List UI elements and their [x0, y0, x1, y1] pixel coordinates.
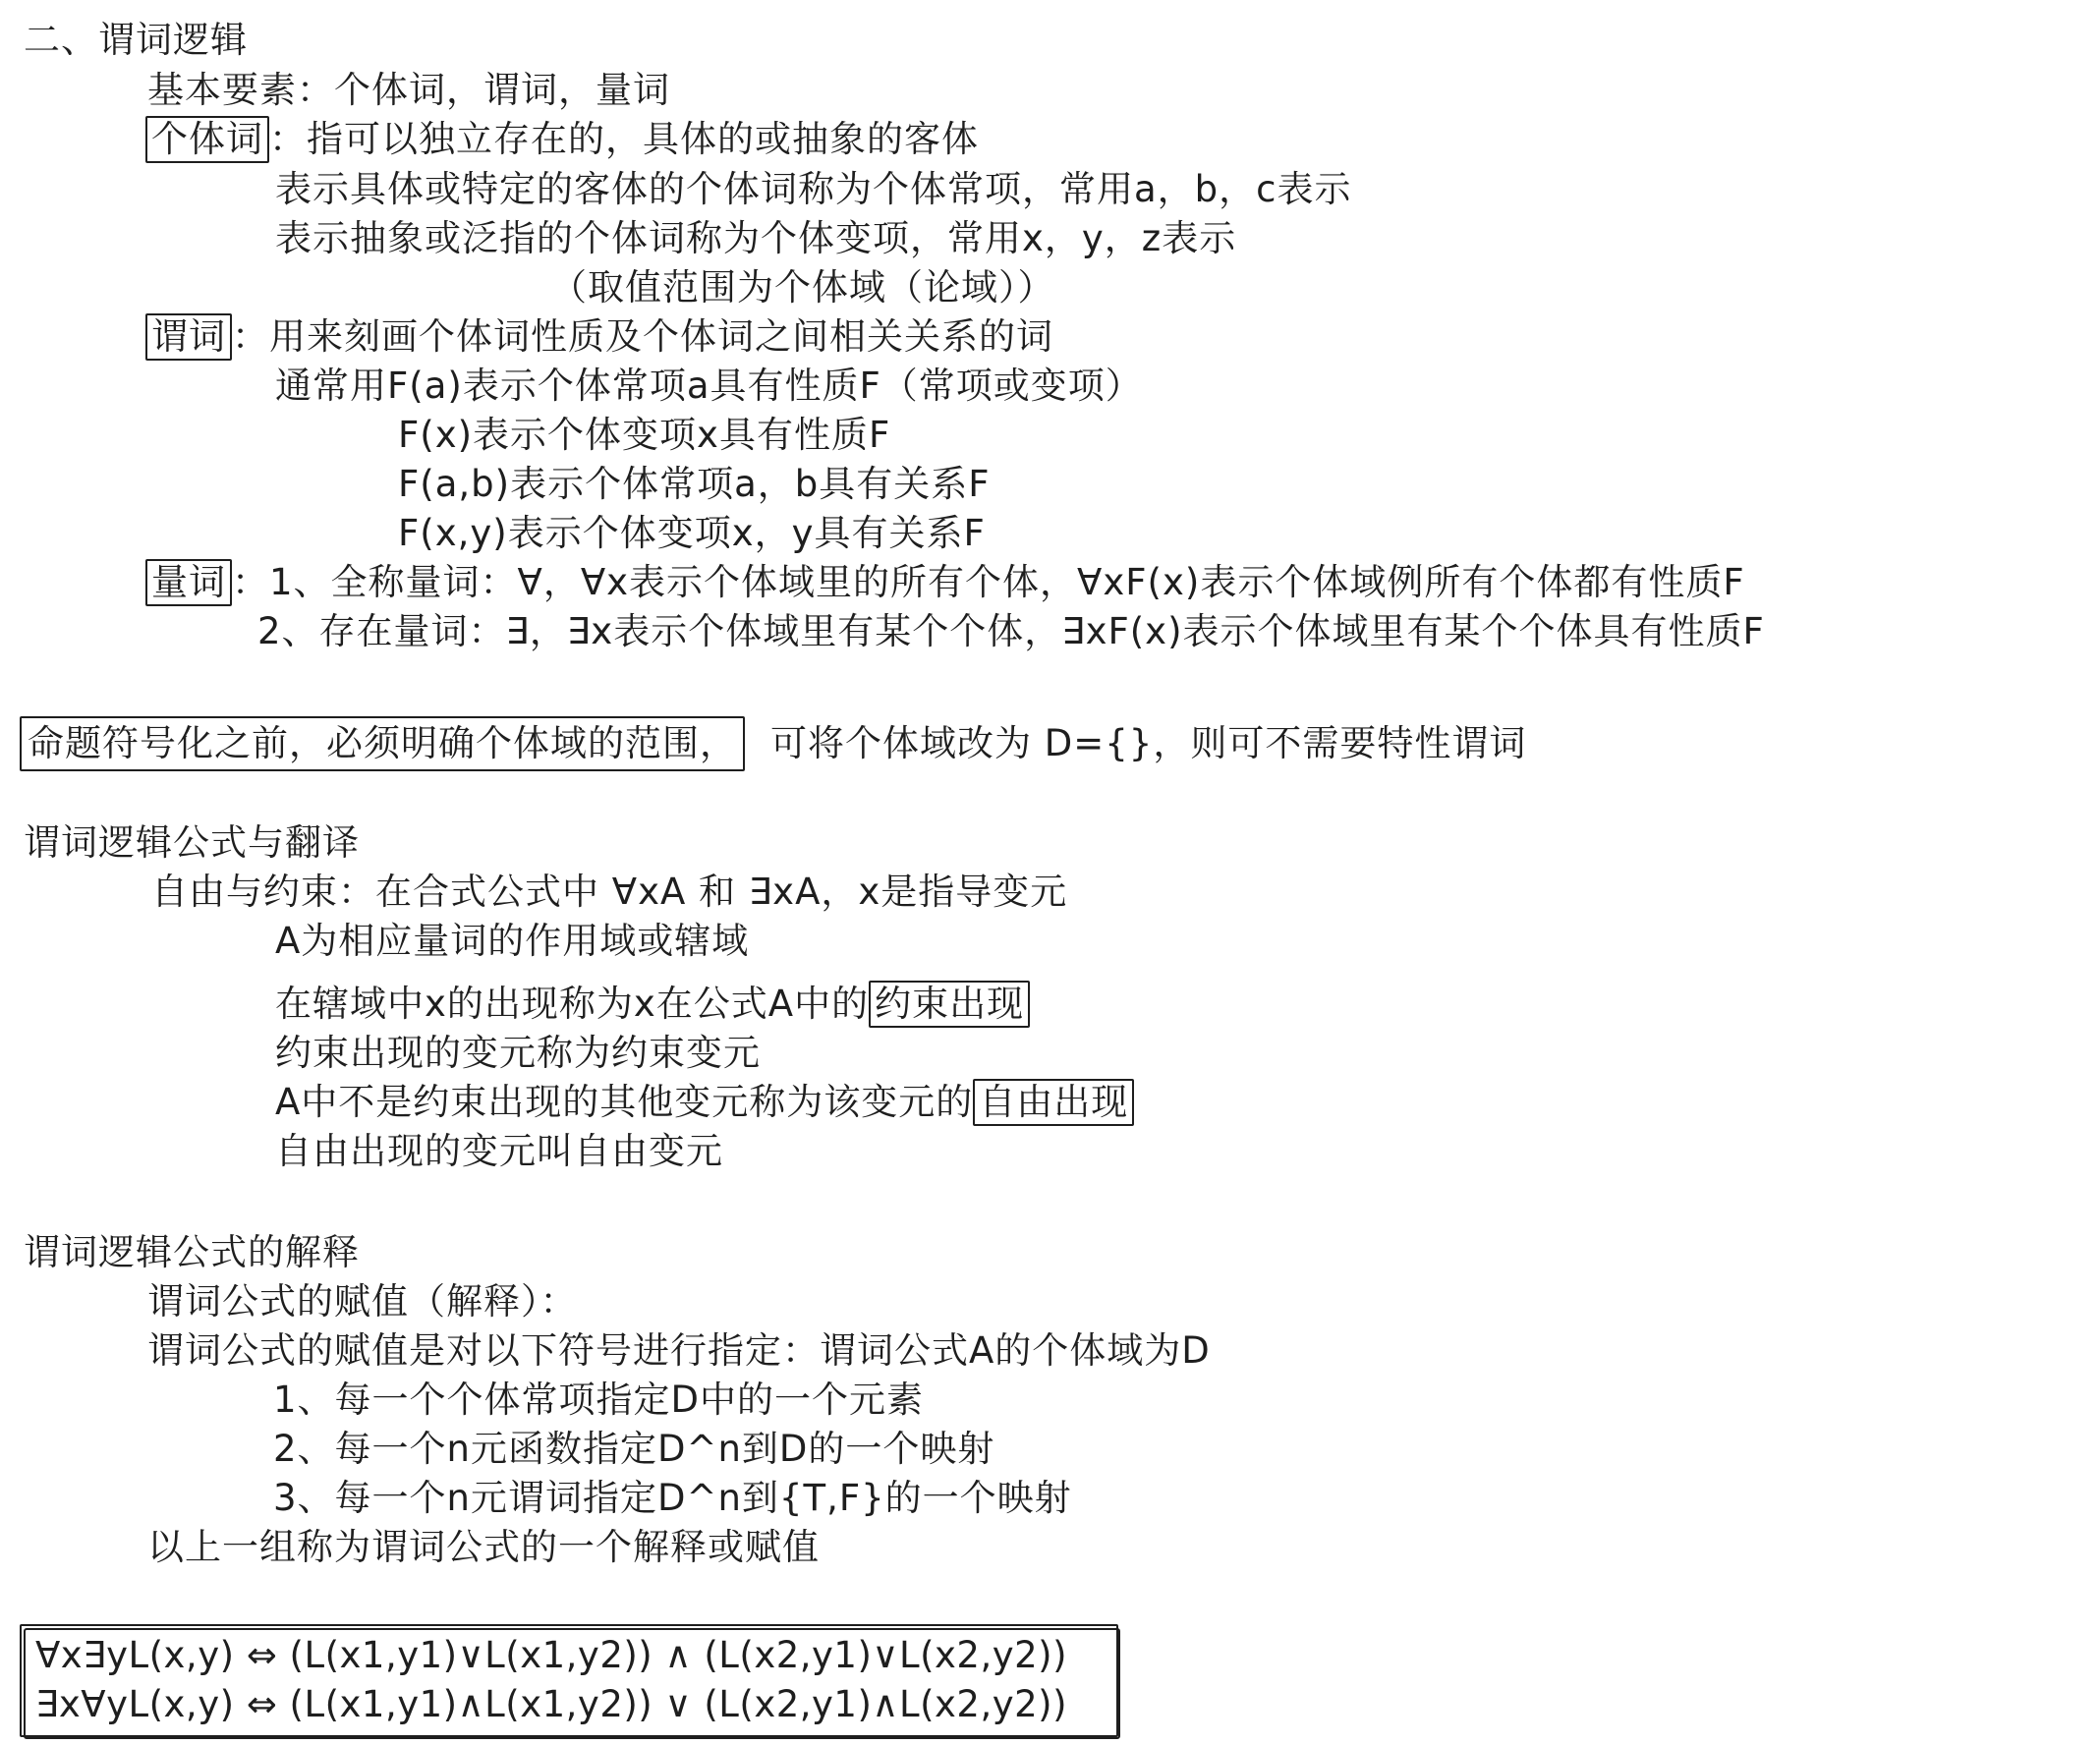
section-heading-interpretation: 谓词逻辑公式的解释: [24, 1231, 360, 1273]
assignment-item-3: 3、每一个n元谓词指定D^n到{T,F}的一个映射: [273, 1477, 1072, 1519]
predicate-term-box: 谓词: [145, 313, 232, 361]
free-occurrence-box: 自由出现: [973, 1079, 1134, 1126]
predicate-term-line: [145, 312, 1053, 362]
predicate-term-definition: ：用来刻画个体词性质及个体词之间相关关系的词: [232, 315, 1053, 358]
predicate-example-2: F(x)表示个体变项x具有性质F: [398, 414, 891, 456]
predicate-example-3: F(a,b)表示个体常项a，b具有关系F: [398, 463, 991, 505]
assignment-line: 谓词公式的赋值（解释）：: [147, 1280, 578, 1323]
individual-variable-line: 表示抽象或泛指的个体词称为个体变项，常用x，y，z表示: [275, 217, 1237, 259]
free-occurrence-line: [275, 1078, 1134, 1127]
universal-quantifier-text: ：1、全称量词：∀，∀x表示个体域里的所有个体，∀xF(x)表示个体域例所有个体都有性质F: [232, 561, 1745, 603]
individual-constant-line: 表示具体或特定的客体的个体词称为个体常项，常用a，b，c表示: [275, 168, 1352, 210]
bound-occurrence-line: [275, 980, 1030, 1029]
basic-elements-line: 基本要素：个体词，谓词，量词: [147, 69, 670, 111]
assignment-definition-line: 谓词公式的赋值是对以下符号进行指定：谓词公式A的个体域为D: [147, 1329, 1211, 1372]
domain-requirement-rest: 可将个体域改为 D={}，则可不需要特性谓词: [770, 722, 1527, 764]
assignment-summary-line: 以上一组称为谓词公式的一个解释或赋值: [147, 1526, 820, 1568]
domain-requirement-line: [20, 716, 1526, 765]
assignment-item-1: 1、每一个个体常项指定D中的一个元素: [273, 1379, 925, 1421]
free-and-bound-line: 自由与约束：在合式公式中 ∀xA 和 ∃xA，x是指导变元: [151, 871, 1068, 913]
assignment-item-2: 2、每一个n元函数指定D^n到D的一个映射: [273, 1428, 995, 1470]
predicate-example-1: 通常用F(a)表示个体常项a具有性质F（常项或变项）: [275, 365, 1143, 407]
bound-occurrence-box: 约束出现: [869, 981, 1030, 1028]
section-heading-formula-translation: 谓词逻辑公式与翻译: [24, 821, 360, 864]
bound-occurrence-text: 在辖域中x的出现称为x在公式A中的: [275, 983, 870, 1025]
section-heading-predicate-logic: 二、谓词逻辑: [24, 19, 248, 61]
free-variable-line: 自由出现的变元叫自由变元: [275, 1130, 723, 1172]
predicate-example-4: F(x,y)表示个体变项x，y具有关系F: [398, 512, 986, 554]
scope-line: A为相应量词的作用域或辖域: [275, 920, 750, 962]
individual-term-line: [145, 115, 979, 164]
existential-quantifier-line: 2、存在量词：∃，∃x表示个体域里有某个个体，∃xF(x)表示个体域里有某个个体具有性质F: [257, 610, 1765, 652]
quantifier-line: [145, 558, 1745, 607]
domain-note-line: （取值范围为个体域（论域））: [550, 266, 1055, 309]
individual-term-definition: ：指可以独立存在的，具体的或抽象的客体: [269, 118, 979, 160]
bound-variable-line: 约束出现的变元称为约束变元: [275, 1032, 761, 1074]
individual-term-box: 个体词: [145, 116, 269, 163]
free-occurrence-text: A中不是约束出现的其他变元称为该变元的: [275, 1081, 974, 1123]
quantifier-term-box: 量词: [145, 559, 232, 606]
formula-line-1: ∀x∃yL(x,y) ⇔ (L(x1,y1)∨L(x1,y2)) ∧ (L(x2,y1)∨L(x2,y2)): [35, 1634, 1068, 1676]
formula-line-2: ∃x∀yL(x,y) ⇔ (L(x1,y1)∧L(x1,y2)) ∨ (L(x2,y1)∧L(x2,y2)): [35, 1683, 1068, 1725]
domain-requirement-box: 命题符号化之前，必须明确个体域的范围，: [20, 716, 745, 771]
